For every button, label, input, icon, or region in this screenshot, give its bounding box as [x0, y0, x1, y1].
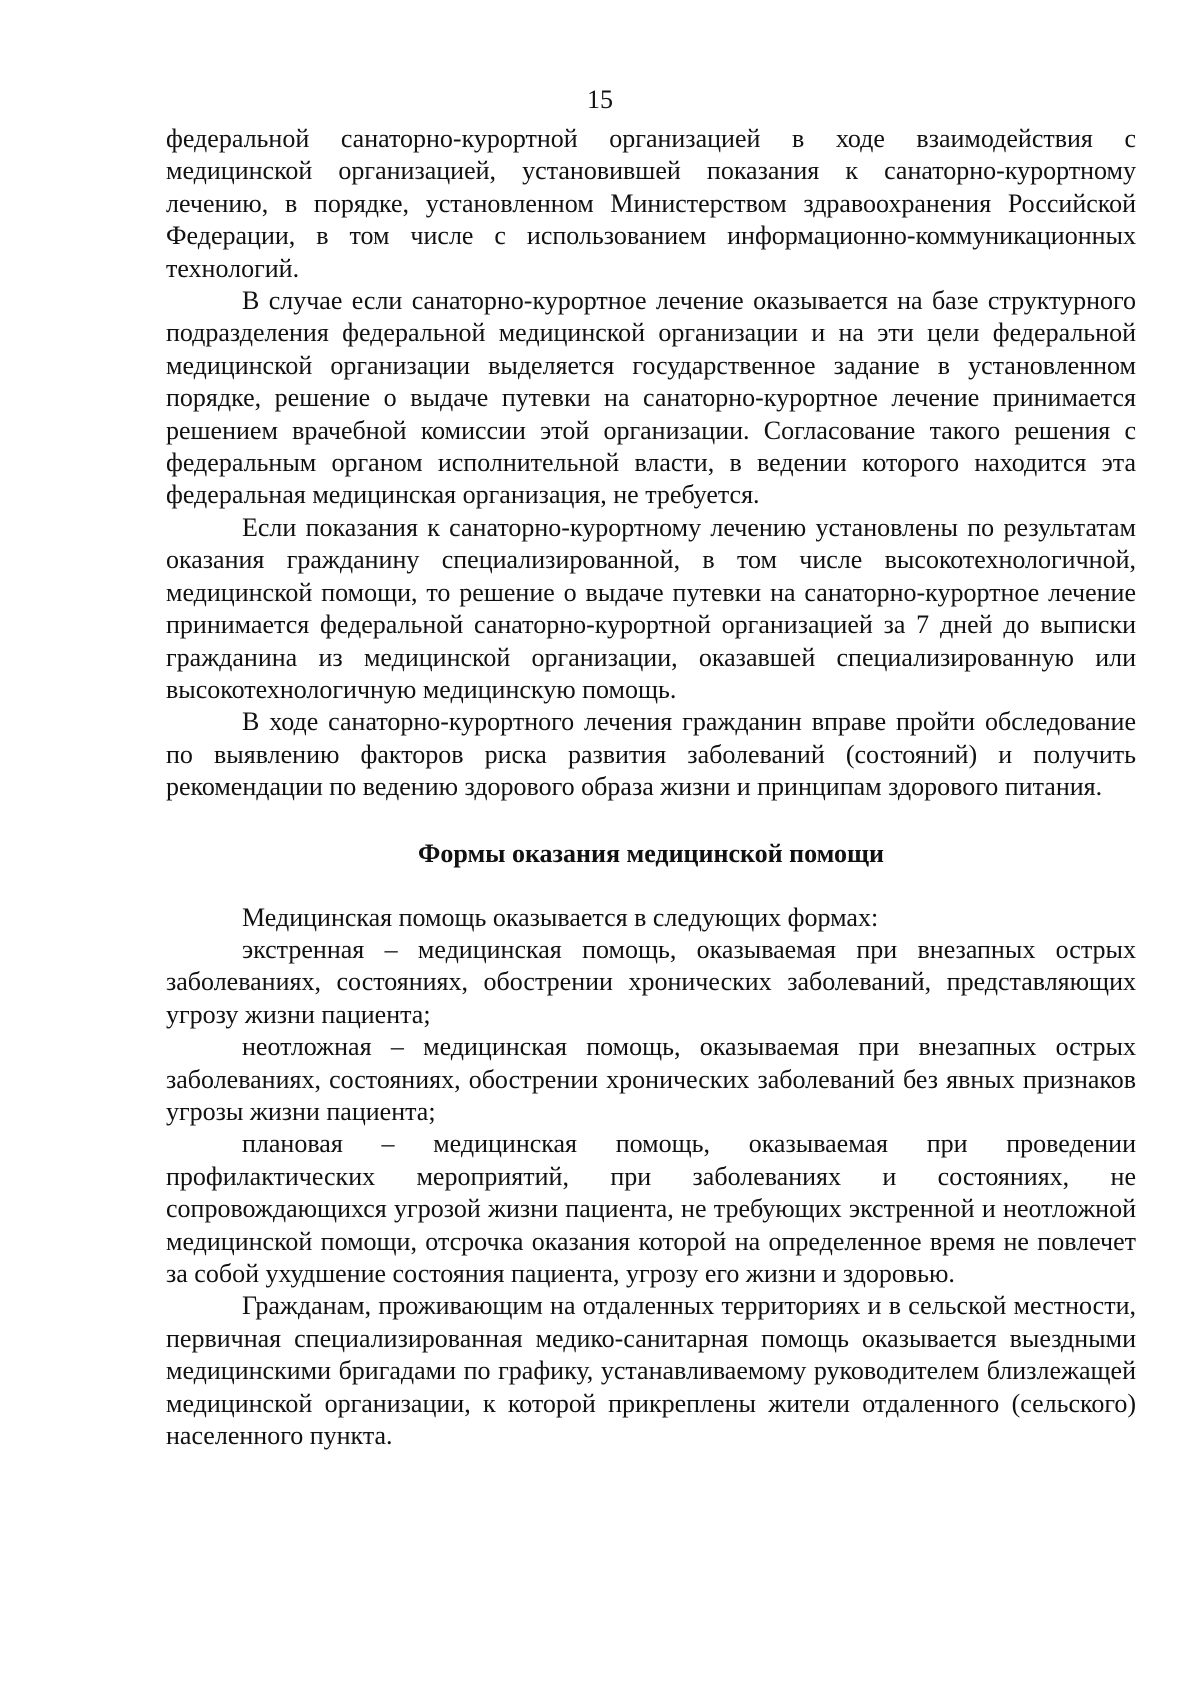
paragraph-emergency-form: экстренная – медицинская помощь, оказываемая при внезапных острых заболеваниях, состояниях, обострении хронических заболеваний, представляющих угрозу жизни пациента;	[166, 934, 1136, 1029]
paragraph-planned-form: плановая – медицинская помощь, оказываемая при проведении профилактических мероприятий, при заболеваниях и состояниях, не сопровождающихся угрозой жизни пациента, не требующих экстренной и неотложной медицинской помощи, отсрочка оказания которой на определенное время не повлечет за собой ухудшение состояния пациента, угрозу его жизни и здоровью.	[166, 1129, 1136, 1288]
paragraph-forms-intro: Медицинская помощь оказывается в следующих формах:	[242, 902, 879, 932]
paragraph-remote-territories: Гражданам, проживающим на отдаленных территориях и в сельской местности, первичная специализированная медико-санитарная помощь оказывается выездными медицинскими бригадами по графику, устанавливаемому руководителем близлежащей медицинской организации, к которой прикреплены жители отдаленного (сельского) населенного пункта.	[166, 1291, 1136, 1451]
section-heading: Формы оказания медицинской помощи	[418, 838, 884, 868]
paragraph-specialized-care: Если показания к санаторно-курортному лечению установлены по результатам оказания гражданину специализированной, в том числе высокотехнологичной, медицинской помощи, то решение о выдаче путевки на санаторно-курортное лечение принимается федеральной санаторно-курортной организацией за 7 дней до выписки гражданина из медицинской организации, оказавшей специализированную или высокотехнологичную медицинскую помощь.	[166, 512, 1136, 704]
paragraph-examination: В ходе санаторно-курортного лечения гражданин вправе пройти обследование по выявлению факторов риска развития заболеваний (состояний) и получить рекомендации по ведению здорового образа жизни и принципам здорового питания.	[166, 707, 1136, 802]
paragraph-urgent-form: неотложная – медицинская помощь, оказываемая при внезапных острых заболеваниях, состояниях, обострении хронических заболеваний без явных признаков угрозы жизни пациента;	[166, 1032, 1136, 1126]
paragraph-continuation: федеральной санаторно-курортной организацией в ходе взаимодействия с медицинской организацией, установившей показания к санаторно-курортному лечению, в порядке, установленном Министерством здравоохранения Российской Федерации, в том числе с использованием информационно-коммуникационных технологий.	[166, 124, 1136, 283]
page-number: 15	[587, 85, 613, 114]
document-body	[166, 123, 1136, 1452]
paragraph-structural-subdivision: В случае если санаторно-курортное лечение оказывается на базе структурного подразделения федеральной медицинской организации и на эти цели федеральной медицинской организации выделяется государственное задание в установленном порядке, решение о выдаче путевки на санаторно-курортное лечение принимается решением врачебной комиссии этой организации. Согласование такого решения с федеральным органом исполнительной власти, в ведении которого находится эта федеральная медицинская организация, не требуется.	[166, 286, 1136, 510]
